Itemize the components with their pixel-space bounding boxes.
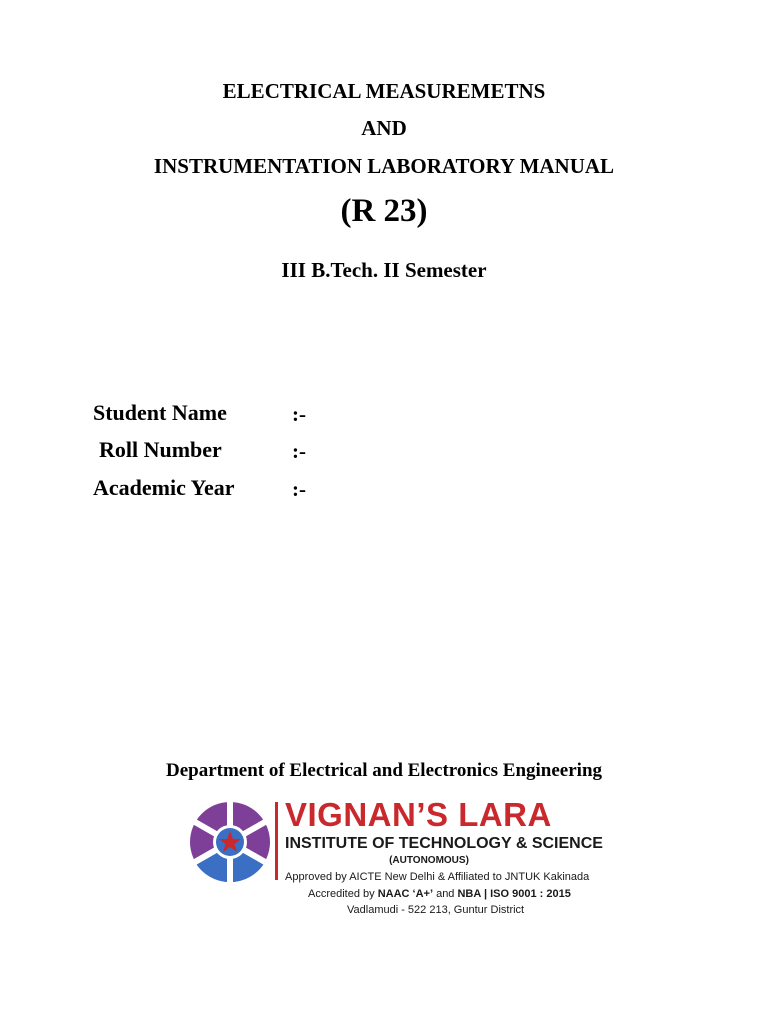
accreditation-prefix: Accredited by <box>308 888 378 900</box>
iso-label: | ISO 9001 : 2015 <box>480 888 571 900</box>
institute-subtitle: INSTITUTE OF TECHNOLOGY & SCIENCE <box>285 835 603 852</box>
logo-divider <box>275 802 278 880</box>
manual-title-line-3: INSTRUMENTATION LABORATORY MANUAL <box>153 154 615 178</box>
roll-number-label: Roll Number <box>99 437 222 462</box>
manual-title-line-1: ELECTRICAL MEASUREMETNS <box>222 79 546 103</box>
student-name-label: Student Name <box>93 400 227 425</box>
roll-number-separator: :- <box>292 439 306 463</box>
star-emblem-icon <box>188 800 272 884</box>
institute-address: Vadlamudi - 522 213, Guntur District <box>347 904 525 916</box>
department-name: Department of Electrical and Electronics Engineering <box>165 760 603 781</box>
student-name-separator: :- <box>292 402 306 426</box>
nba-label: NBA <box>457 888 481 900</box>
accreditation-line <box>308 887 571 902</box>
naac-grade: NAAC ‘A+’ <box>377 888 434 900</box>
academic-year-label: Academic Year <box>93 475 235 500</box>
semester-label: III B.Tech. II Semester <box>281 258 487 282</box>
manual-title-line-2: AND <box>361 116 407 140</box>
accreditation-and: and <box>433 888 458 900</box>
academic-year-separator: :- <box>292 477 306 501</box>
regulation-code: (R 23) <box>340 193 428 229</box>
approval-line: Approved by AICTE New Delhi & Affiliated to JNTUK Kakinada <box>285 871 590 883</box>
institute-logo <box>188 796 603 922</box>
autonomous-label: (AUTONOMOUS) <box>389 855 469 866</box>
institute-name: VIGNAN’S LARA <box>285 796 552 833</box>
